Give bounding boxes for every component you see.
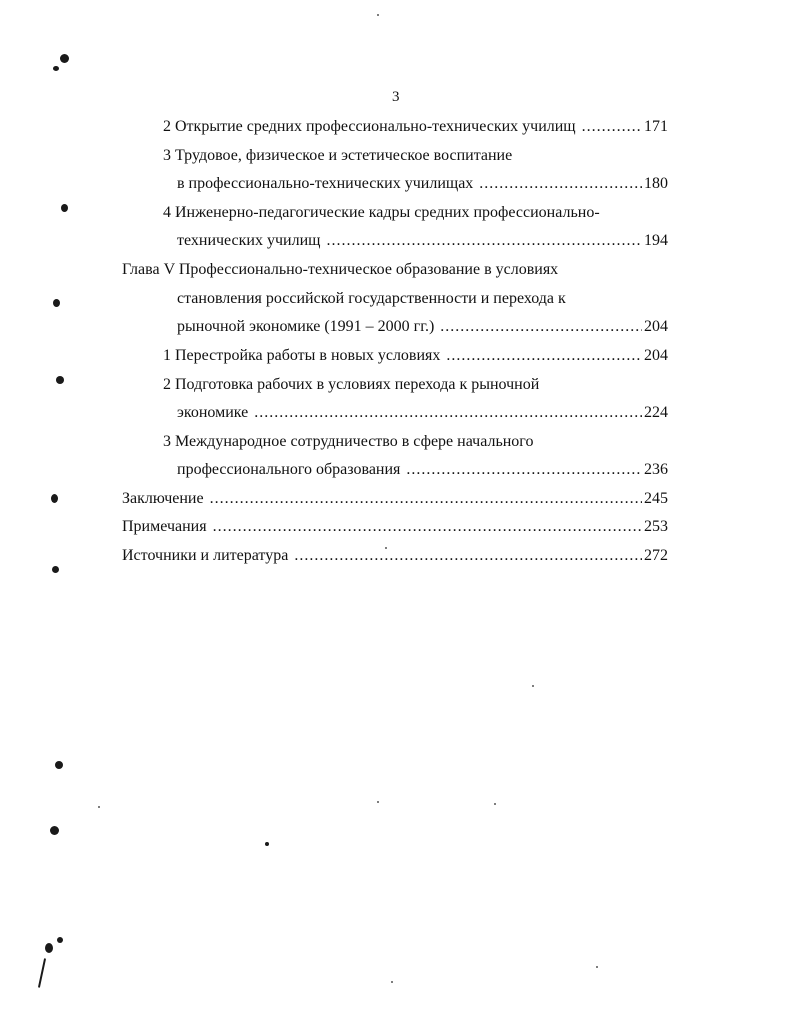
toc-leader xyxy=(406,460,642,480)
scan-blot xyxy=(56,376,64,384)
scan-blot xyxy=(53,299,60,307)
toc-entry-page: 171 xyxy=(644,118,668,135)
toc-leader xyxy=(582,117,642,137)
toc-entry-title: 3 Трудовое, физическое и эстетическое воспитание xyxy=(163,147,513,164)
toc-leader xyxy=(294,546,642,566)
toc-entry-title: рыночной экономике (1991 – 2000 гг.) xyxy=(177,318,435,335)
scan-speck xyxy=(377,801,379,803)
toc-entry-title: Примечания xyxy=(122,518,207,535)
toc-entry-title: Источники и литература xyxy=(122,547,289,564)
toc-entry xyxy=(177,460,668,480)
scan-blot xyxy=(55,761,63,769)
toc-entry xyxy=(177,403,668,423)
toc-entry-title: становления российской государственности и перехода к xyxy=(177,290,566,307)
toc-entry-page: 194 xyxy=(644,232,668,249)
toc-leader xyxy=(440,317,642,337)
toc-entry xyxy=(177,317,668,337)
toc-leader xyxy=(213,517,642,537)
toc-entry-page: 245 xyxy=(644,490,668,507)
toc-entry-page: 253 xyxy=(644,518,668,535)
scan-speck xyxy=(391,981,393,983)
toc-entry xyxy=(163,346,668,366)
toc-leader xyxy=(254,403,642,423)
scan-blot xyxy=(45,943,53,953)
toc-entry xyxy=(163,203,600,223)
toc-entry-title: 2 Подготовка рабочих в условиях перехода к рыночной xyxy=(163,376,540,393)
toc-entry xyxy=(177,289,566,309)
toc-entry xyxy=(122,260,558,280)
toc-entry xyxy=(122,517,668,537)
scan-blot xyxy=(53,66,59,71)
scan-speck xyxy=(596,966,598,968)
toc-entry xyxy=(122,489,668,509)
toc-entry-page: 224 xyxy=(644,404,668,421)
toc-entry xyxy=(163,375,539,395)
toc-entry-title: 3 Международное сотрудничество в сфере начального xyxy=(163,433,534,450)
toc-entry-page: 180 xyxy=(644,175,668,192)
toc-entry xyxy=(163,146,512,166)
scan-blot xyxy=(60,54,69,63)
toc-entry xyxy=(163,117,668,137)
scan-blot xyxy=(50,826,59,835)
scan-blot xyxy=(51,494,58,503)
scan-speck xyxy=(532,685,534,687)
scan-speck xyxy=(494,803,496,805)
toc-entry-page: 272 xyxy=(644,547,668,564)
toc-entry-title: технических училищ xyxy=(177,232,321,249)
toc-entry xyxy=(177,231,668,251)
toc-entry-title: в профессионально-технических училищах xyxy=(177,175,474,192)
toc-entry-title: Глава V Профессионально-техническое образование в условиях xyxy=(122,261,559,278)
scan-blot xyxy=(52,566,59,573)
toc-entry-page: 236 xyxy=(644,461,668,478)
toc-entry-page: 204 xyxy=(644,347,668,364)
toc-entry-page: 204 xyxy=(644,318,668,335)
toc-entry-title: 4 Инженерно-педагогические кадры средних профессионально- xyxy=(163,204,600,221)
toc-leader xyxy=(479,174,642,194)
toc-entry-title: экономике xyxy=(177,404,249,421)
toc-entry-title: 2 Открытие средних профессионально-технических училищ xyxy=(163,118,576,135)
scan-blot xyxy=(265,842,269,846)
toc-leader xyxy=(326,231,642,251)
scan-speck xyxy=(377,14,379,16)
toc-entry-title: 1 Перестройка работы в новых условиях xyxy=(163,347,441,364)
toc-leader xyxy=(210,489,642,509)
toc-entry-title: профессионального образования xyxy=(177,461,401,478)
scan-blot xyxy=(57,937,63,943)
scan-speck xyxy=(385,547,387,549)
toc-leader xyxy=(446,346,642,366)
scan-blot xyxy=(38,958,46,988)
toc-entry-title: Заключение xyxy=(122,490,204,507)
toc-entry xyxy=(122,546,668,566)
toc-entry xyxy=(177,174,668,194)
scan-speck xyxy=(98,806,100,808)
page-number: 3 xyxy=(392,89,400,105)
scan-blot xyxy=(61,204,68,212)
toc-entry xyxy=(163,432,533,452)
